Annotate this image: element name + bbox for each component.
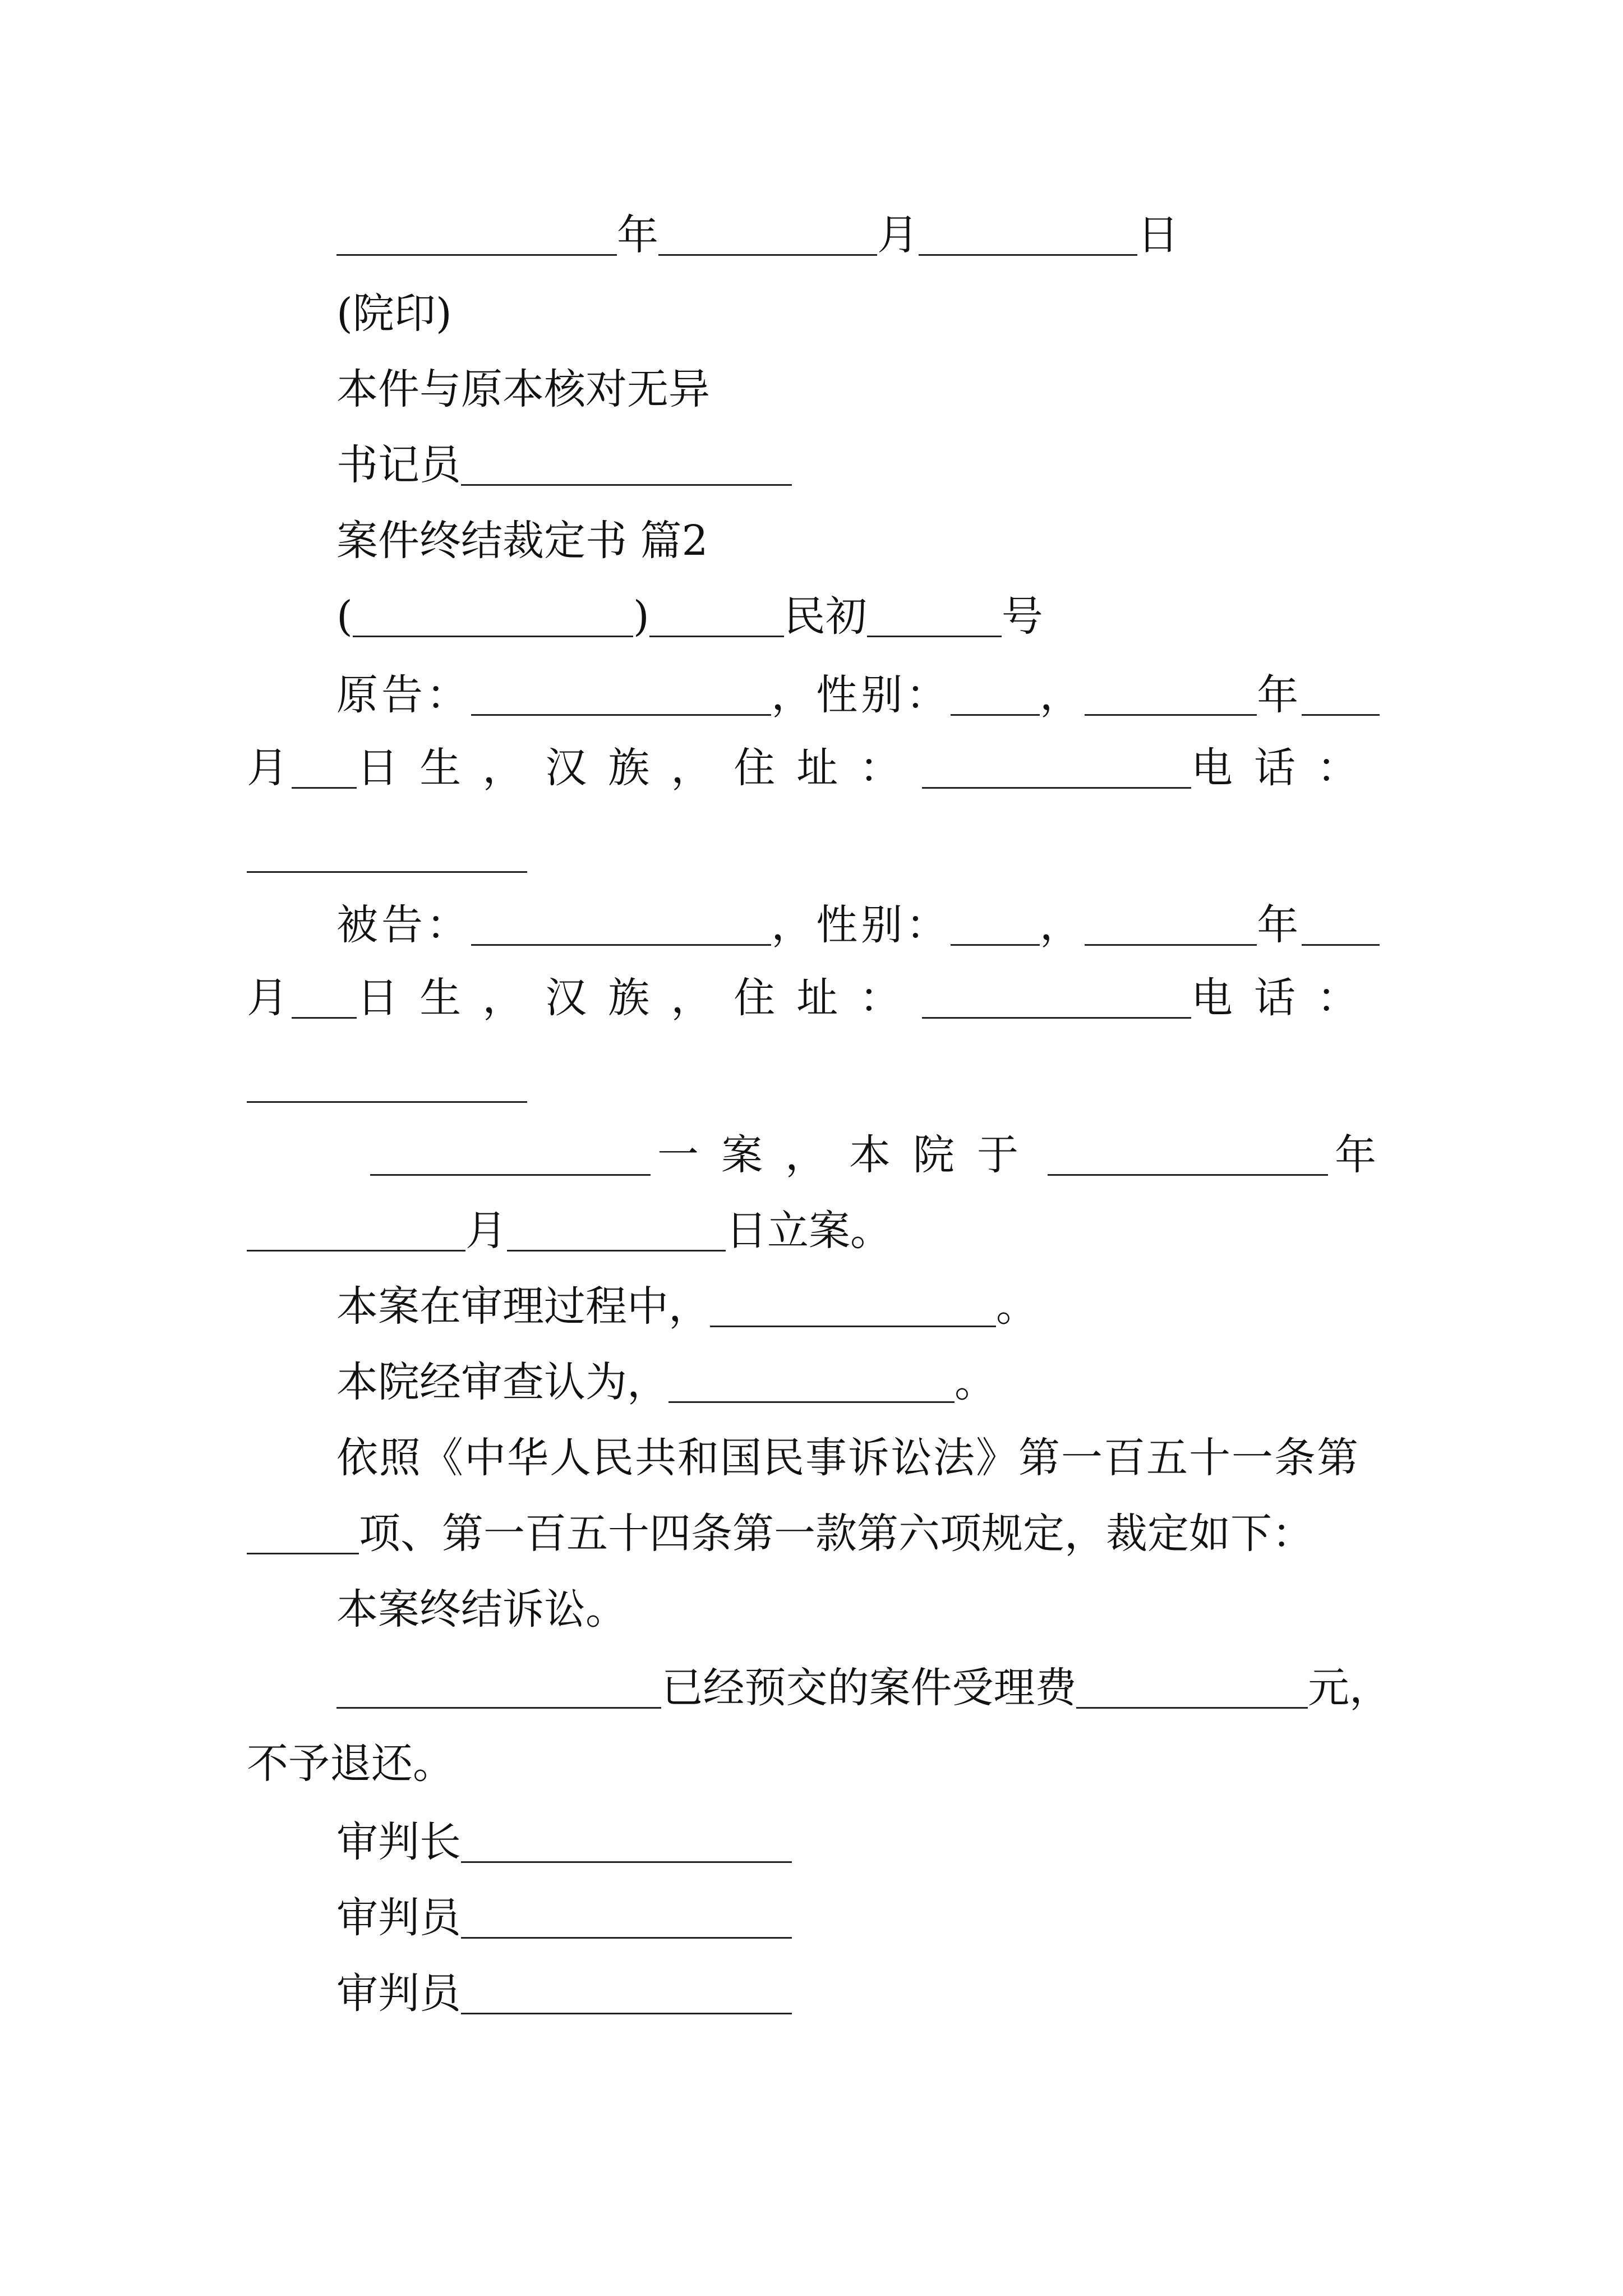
- court-seal-line: [336, 275, 452, 342]
- defendant-gender-label: ，性别：: [771, 901, 951, 949]
- process-blank: [710, 1286, 996, 1327]
- fee-text: 已经预交的案件受理费: [661, 1664, 1077, 1712]
- defendant-comma: ，: [1039, 901, 1085, 949]
- defendant-phone-blank: [247, 1062, 527, 1103]
- judge-line-2: [336, 1955, 792, 2022]
- case-number-suffix: 号: [1001, 592, 1043, 641]
- process-period: 。: [996, 1282, 1038, 1331]
- ruling-line: [336, 1571, 627, 1638]
- fee-line-2: [247, 1725, 454, 1792]
- filing-year-blank: [1048, 1135, 1328, 1176]
- fee-not-refunded: 不予退还。: [247, 1740, 454, 1788]
- defendant-birth-month-blank: [1302, 905, 1380, 946]
- review-line: [336, 1343, 996, 1411]
- judge-label-1: 审判员: [336, 1894, 461, 1942]
- judge-blank-2: [461, 1973, 792, 2014]
- clerk-blank: [461, 445, 792, 486]
- judge-blank-1: [461, 1898, 792, 1939]
- plaintiff-gender-blank: [951, 675, 1040, 716]
- review-text: 本院经审查认为，: [336, 1358, 668, 1406]
- defendant-born-text: 日生，汉族，住址：: [357, 974, 923, 1022]
- fee-amount-blank: [1076, 1668, 1308, 1709]
- judge-label-2: 审判员: [336, 1970, 461, 2018]
- plaintiff-label: 原告：: [336, 671, 471, 719]
- verified-line: [336, 351, 710, 418]
- filing-day-blank: [507, 1211, 726, 1251]
- defendant-line-2: [247, 959, 1380, 1027]
- defendant-phone-label: 电话：: [1191, 974, 1380, 1022]
- case-year-blank: [649, 596, 784, 637]
- fee-unit: 元，: [1308, 1664, 1391, 1712]
- court-blank: [353, 596, 633, 637]
- document-heading: [336, 502, 708, 569]
- plaintiff-line-1: [336, 656, 1380, 724]
- plaintiff-birth-year-blank: [1085, 675, 1257, 716]
- fee-line-1: [336, 1649, 1391, 1717]
- court-seal: (院印): [336, 289, 452, 338]
- law-text-2: 项、第一百五十四条第一款第六项规定，裁定如下：: [359, 1510, 1313, 1558]
- plaintiff-comma: ，: [1039, 671, 1085, 719]
- plaintiff-year-label: 年: [1257, 671, 1302, 719]
- case-seq-blank: [867, 596, 1002, 637]
- fee-payer-blank: [336, 1668, 661, 1709]
- chief-judge-label: 审判长: [336, 1818, 461, 1866]
- defendant-gender-blank: [951, 905, 1040, 946]
- defendant-name-blank: [471, 905, 771, 946]
- clerk-line: [336, 426, 792, 494]
- chief-judge-blank: [461, 1822, 792, 1863]
- process-line: [336, 1268, 1038, 1335]
- plaintiff-phone-blank: [247, 832, 527, 873]
- ruling-text: 本案终结诉讼。: [336, 1585, 627, 1634]
- chief-judge-line: [336, 1803, 792, 1871]
- defendant-address-blank: [922, 978, 1191, 1019]
- filing-month-label: 月: [465, 1207, 507, 1255]
- verified-text: 本件与原本核对无异: [336, 365, 710, 413]
- case-number-line: [336, 578, 1043, 645]
- law-text-1: 依照《中华人民共和国民事诉讼法》第一百五十一条第: [336, 1434, 1359, 1482]
- review-period: 。: [955, 1358, 996, 1406]
- filing-month-blank: [247, 1211, 465, 1251]
- plaintiff-birth-day-blank: [292, 748, 357, 789]
- law-line-1: [336, 1419, 1359, 1487]
- year-blank: [336, 215, 617, 256]
- plaintiff-phone-label: 电话：: [1191, 744, 1380, 792]
- date-line: [336, 196, 1179, 264]
- defendant-birth-day-blank: [292, 978, 357, 1019]
- review-blank: [668, 1362, 955, 1403]
- judge-line-1: [336, 1879, 792, 1947]
- defendant-birth-year-blank: [1085, 905, 1257, 946]
- law-line-2: [247, 1495, 1313, 1562]
- filing-day-label: 日立案。: [726, 1207, 892, 1255]
- plaintiff-line-3: [247, 813, 527, 881]
- paren-open: (: [336, 592, 353, 641]
- paren-close: ): [633, 592, 649, 641]
- defendant-year-label: 年: [1257, 901, 1302, 949]
- plaintiff-born-text: 日生，汉族，住址：: [357, 744, 923, 792]
- heading-text: 案件终结裁定书 篇2: [336, 517, 708, 565]
- clerk-label: 书记员: [336, 441, 461, 489]
- plaintiff-line-2: [247, 729, 1380, 797]
- month-blank: [658, 215, 877, 256]
- defendant-label: 被告：: [336, 901, 471, 949]
- case-cause-blank: [370, 1135, 651, 1176]
- plaintiff-address-blank: [922, 748, 1191, 789]
- day-label: 日: [1137, 211, 1179, 259]
- case-type: 民初: [783, 592, 867, 641]
- filing-year-label: 年: [1335, 1131, 1380, 1179]
- law-item-blank: [247, 1513, 359, 1554]
- day-blank: [919, 215, 1137, 256]
- defendant-line-1: [336, 886, 1380, 954]
- plaintiff-name-blank: [471, 675, 771, 716]
- plaintiff-gender-label: ，性别：: [771, 671, 951, 719]
- plaintiff-birth-month-blank: [1302, 675, 1380, 716]
- year-label: 年: [617, 211, 658, 259]
- month-label: 月: [877, 211, 919, 259]
- process-text: 本案在审理过程中，: [336, 1282, 710, 1331]
- defendant-month-label: 月: [247, 974, 292, 1022]
- plaintiff-month-label: 月: [247, 744, 292, 792]
- case-intro-line-2: [247, 1192, 892, 1259]
- case-intro-line-1: [370, 1116, 1380, 1184]
- case-intro-text: 一案，本院于: [657, 1131, 1041, 1179]
- defendant-line-3: [247, 1043, 527, 1111]
